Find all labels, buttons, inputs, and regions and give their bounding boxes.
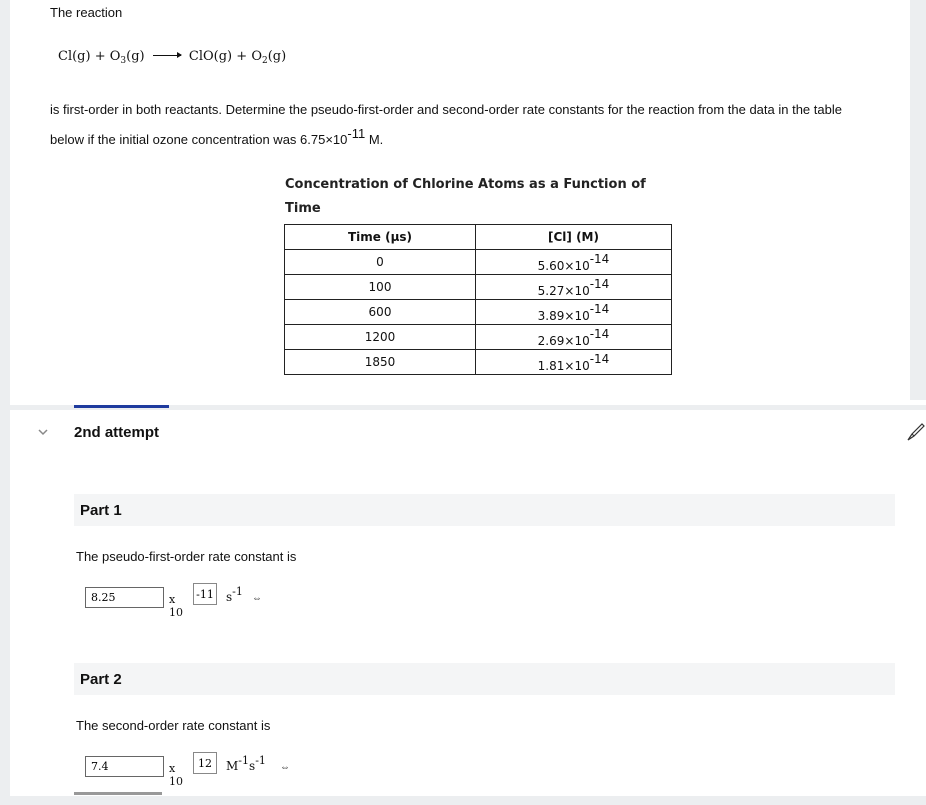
table-row: [285, 325, 672, 350]
part-2-label: Part 2: [80, 671, 122, 688]
part-2-units: $M^{-1}s^{-1}$: [226, 754, 266, 773]
reaction-arrow-icon: [153, 55, 181, 56]
part-1-prompt: The pseudo-first-order rate constant is: [76, 549, 297, 564]
header-time: Time (μs): [285, 225, 476, 250]
reaction-equation: $Cl(g) + O_3(g) ClO(g) + O_2(g)$: [58, 49, 287, 66]
part-2-prompt: The second-order rate constant is: [76, 718, 271, 733]
table-row: [285, 275, 672, 300]
left-rail: [0, 0, 10, 805]
pencil-icon[interactable]: [906, 422, 926, 442]
header-concentration: [Cl] (M): [476, 225, 672, 250]
time-cell: 1200: [285, 325, 476, 350]
table-row: [285, 300, 672, 325]
chlorine-concentration-table: [284, 224, 672, 375]
table-header-row: [285, 225, 672, 250]
bottom-divider: [0, 796, 926, 805]
right-rail: [910, 0, 926, 400]
part-2-value-input[interactable]: [85, 756, 164, 777]
problem-line-1: is first-order in both reactants. Determine the pseudo-first-order and second-order rate constants for the reaction from the data in the table: [50, 102, 842, 117]
part-1-header: [74, 494, 895, 526]
problem-statement: [50, 98, 910, 152]
concentration-cell: $1.81\times 10^{-14}$: [476, 350, 672, 375]
table-row: [285, 350, 672, 375]
table-row: [285, 250, 672, 275]
chevron-down-icon[interactable]: [38, 427, 48, 437]
part-2-units-dropdown-icon[interactable]: ⇔: [280, 762, 290, 773]
time-cell: 0: [285, 250, 476, 275]
part-1-label: Part 1: [80, 502, 122, 519]
part-1-units-dropdown-icon[interactable]: ⇔: [252, 593, 262, 604]
time-cell: 1850: [285, 350, 476, 375]
attempt-label[interactable]: 2nd attempt: [74, 424, 160, 441]
part-1-exponent-input[interactable]: [193, 583, 217, 605]
time-cell: 600: [285, 300, 476, 325]
part-2-header: [74, 663, 895, 695]
attempt-tab-indicator: [74, 405, 169, 408]
concentration-cell: $2.69\times 10^{-14}$: [476, 325, 672, 350]
concentration-cell: $5.60\times 10^{-14}$: [476, 250, 672, 275]
time-cell: 100: [285, 275, 476, 300]
times-ten-label: x 10: [169, 762, 183, 788]
part-2-exponent-input[interactable]: [193, 752, 217, 774]
intro-text: The reaction: [50, 5, 123, 20]
concentration-cell: $3.89\times 10^{-14}$: [476, 300, 672, 325]
concentration-cell: $5.27\times 10^{-14}$: [476, 275, 672, 300]
table-caption: Concentration of Chlorine Atoms as a Function of Time: [285, 177, 646, 216]
problem-line-2: below if the initial ozone concentration was $6.75\times 10^{-11}$ M.: [50, 126, 384, 147]
times-ten-label: x 10: [169, 593, 183, 619]
part-1-units: $s^{-1}$: [226, 585, 243, 604]
part-1-value-input[interactable]: [85, 587, 164, 608]
next-attempt-tab-indicator: [74, 792, 162, 795]
